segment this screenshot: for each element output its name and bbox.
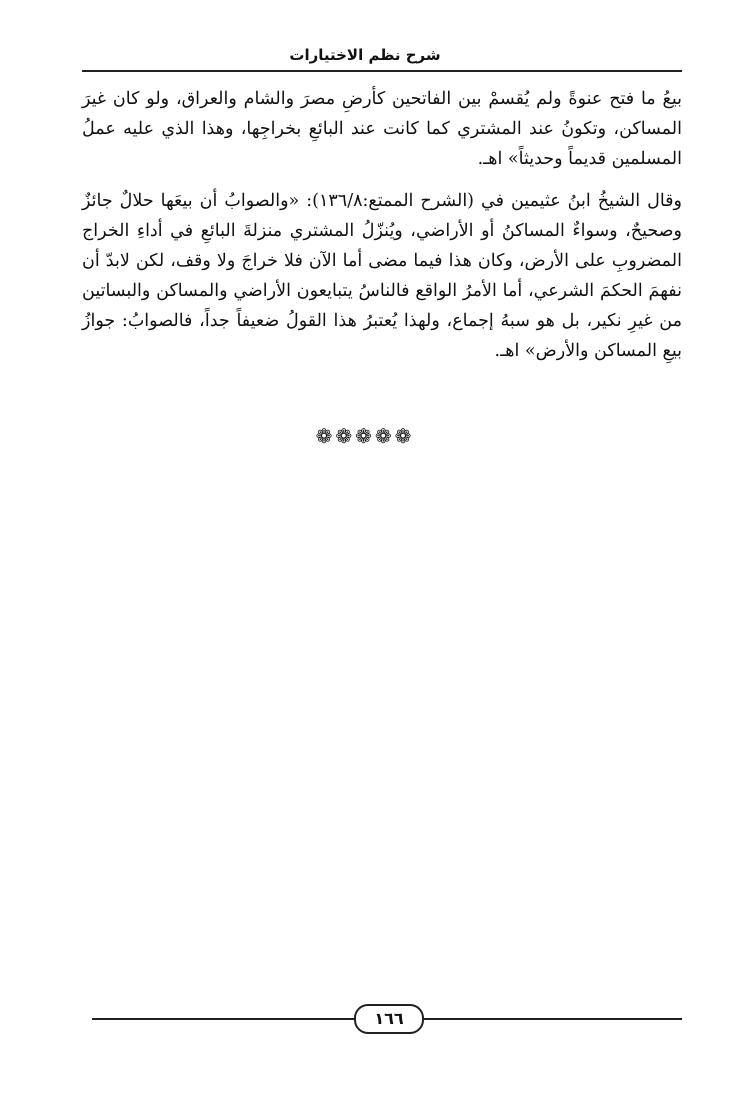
footer-divider-left bbox=[92, 1018, 356, 1020]
header-divider bbox=[82, 70, 682, 72]
page-number: ١٦٦ bbox=[354, 1004, 424, 1034]
section-ornament: ❁❁❁❁❁ bbox=[315, 424, 415, 448]
footer-divider-right bbox=[420, 1018, 682, 1020]
paragraph-2: وقال الشيخُ ابنُ عثيمين في (الشرح الممتع:١٣٦/٨): «والصوابُ أن بيعَها حلالٌ جائزٌ وصحيحٌ، وسواءٌ المساكنُ أو الأراضي، ويُنزّلُ المشتري منزلةَ البائعِ في أداءِ الخراج المضروبِ على الأرض، وكان هذا فيما مضى أما الآن فلا خراجَ ولا وقف، لكن لابدّ أن نفهمَ الحكمَ الشرعي، أما الأمرُ الواقع فالناسُ يتبايعون الأراضي والمساكن والبساتين من غيرِ نكير، بل هو سبهُ إجماع، ولهذا يُعتبرُ هذا القولُ ضعيفاً جداً، فالصوابُ: جوازُ بيعِ المساكن والأرض» اهـ. bbox=[82, 191, 682, 361]
paragraph-1: بيعُ ما فتح عنوةً ولم يُقسمْ بين الفاتحين كأرضِ مصرَ والشام والعراق، ولو كان غيرَ المساكن، وتكونُ عند المشتري كما كانت عند البائعِ بخراجِها، وهذا الذي عليه عملُ المسلمين قديماً وحديثاً» اهـ. bbox=[82, 89, 682, 169]
page-header-title: شرح نظم الاختيارات bbox=[289, 46, 441, 64]
